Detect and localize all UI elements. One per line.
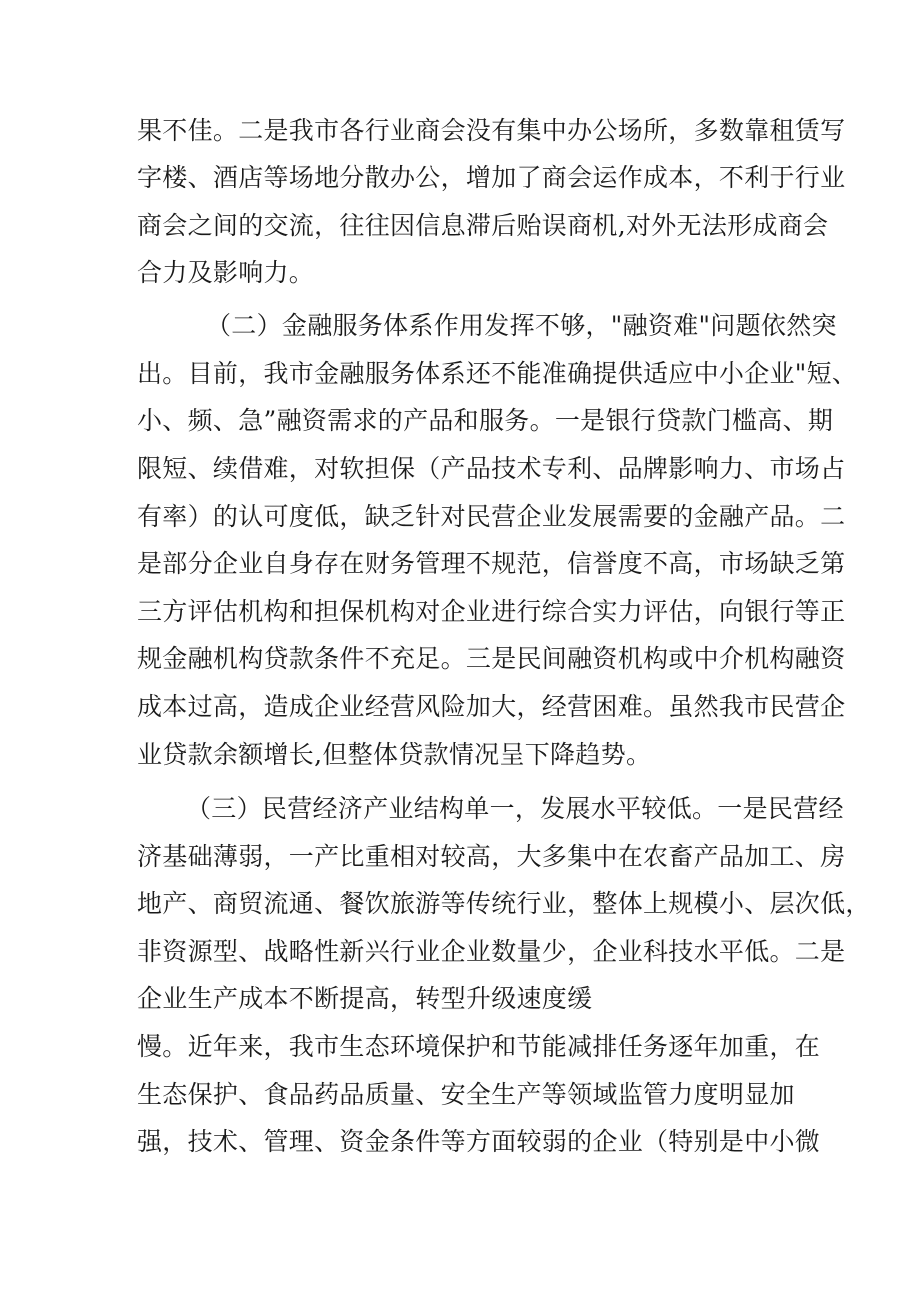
text-line: 企业生产成本不断提高，转型升级速度缓	[137, 984, 593, 1013]
text-line: 业贷款余额增长,但整体贷款情况呈下降趋势。	[137, 740, 652, 769]
text-line: 出。目前，我市金融服务体系还不能准确提供适应中小企业"短、	[137, 359, 858, 388]
text-line: 济基础薄弱，一产比重相对较高，大多集中在农畜产品加工、房	[137, 842, 846, 871]
section-heading-3: （三）民营经济产业结构单一，发展水平较低。一是民营经	[186, 794, 844, 823]
text-line: 字楼、酒店等场地分散办公，增加了商会运作成本，不利于行业	[137, 163, 846, 192]
text-line: 生态保护、食品药品质量、安全生产等领域监管力度明显加	[137, 1080, 795, 1109]
text-line: 是部分企业自身存在财务管理不规范，信誉度不高，市场缺乏第	[137, 549, 846, 578]
text-line: 成本过高，造成企业经营风险加大，经营困难。虽然我市民营企	[137, 692, 846, 721]
section-heading-2: （二）金融服务体系作用发挥不够，"融资难"问题依然突	[206, 311, 837, 340]
text-line: 合力及影响力。	[137, 258, 315, 287]
text-line: 果不佳。二是我市各行业商会没有集中办公场所，多数靠租赁写	[137, 116, 846, 145]
text-line: 商会之间的交流，往往因信息滞后贻误商机,对外无法形成商会	[137, 211, 829, 240]
text-line: 限短、续借难，对软担保（产品技术专利、品牌影响力、市场占	[137, 454, 846, 483]
text-line: 强，技术、管理、资金条件等方面较弱的企业（特别是中小微	[137, 1127, 821, 1156]
text-line: 三方评估机构和担保机构对企业进行综合实力评估，向银行等正	[137, 597, 846, 626]
text-line: 地产、商贸流通、餐饮旅游等传统行业，整体上规模小、层次低，	[137, 889, 871, 918]
text-line: 规金融机构贷款条件不充足。三是民间融资机构或中介机构融资	[137, 644, 846, 673]
text-line: 慢。近年来，我市生态环境保护和节能减排任务逐年加重，在	[137, 1032, 821, 1061]
text-line: 小、频、急”融资需求的产品和服务。一是银行贷款门槛高、期	[137, 406, 834, 435]
text-line: 非资源型、战略性新兴行业企业数量少，企业科技水平低。二是	[137, 937, 846, 966]
text-line: 有率）的认可度低，缺乏针对民营企业发展需要的金融产品。二	[137, 502, 846, 531]
